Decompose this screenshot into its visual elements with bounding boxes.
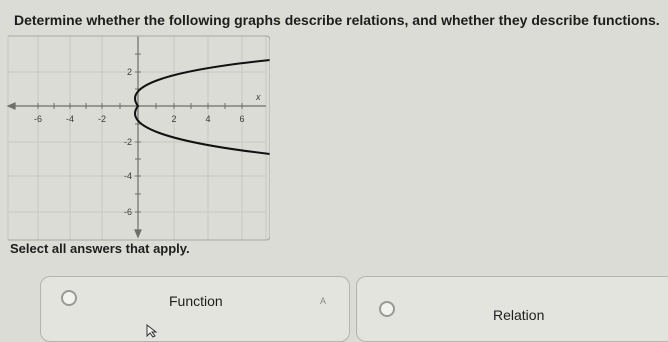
relation-label: Relation — [493, 307, 545, 323]
x-tick-label: 4 — [205, 114, 211, 124]
x-tick-label: -2 — [97, 114, 107, 124]
y-tick-label: -2 — [123, 137, 132, 147]
x-axis-label: x — [256, 92, 261, 102]
letter-marker: A — [320, 296, 327, 306]
x-tick-label: -6 — [33, 114, 43, 124]
y-tick-label: -4 — [123, 171, 132, 181]
x-tick-label: 2 — [171, 114, 177, 124]
relation-option[interactable] — [356, 276, 668, 342]
function-radio[interactable] — [61, 290, 77, 306]
question-text: Determine whether the following graphs describe relations, and whether they describe functions. — [14, 12, 660, 28]
y-axis-arrow-down — [135, 230, 141, 237]
graph-grid — [8, 36, 266, 240]
graph-frame — [8, 36, 270, 240]
relation-radio[interactable] — [379, 301, 395, 317]
instruction-text: Select all answers that apply. — [10, 241, 190, 256]
mouse-cursor-icon — [146, 324, 158, 338]
y-tick-label: 2 — [126, 67, 132, 77]
x-tick-label: -4 — [65, 114, 75, 124]
y-tick-label: -6 — [123, 207, 132, 217]
graph-curve — [135, 60, 270, 154]
function-option[interactable] — [40, 276, 350, 342]
x-tick-label: 6 — [239, 114, 245, 124]
x-axis-arrow-left — [8, 103, 15, 109]
graph — [4, 34, 270, 242]
graph-svg — [4, 34, 270, 242]
function-label: Function — [169, 293, 223, 309]
